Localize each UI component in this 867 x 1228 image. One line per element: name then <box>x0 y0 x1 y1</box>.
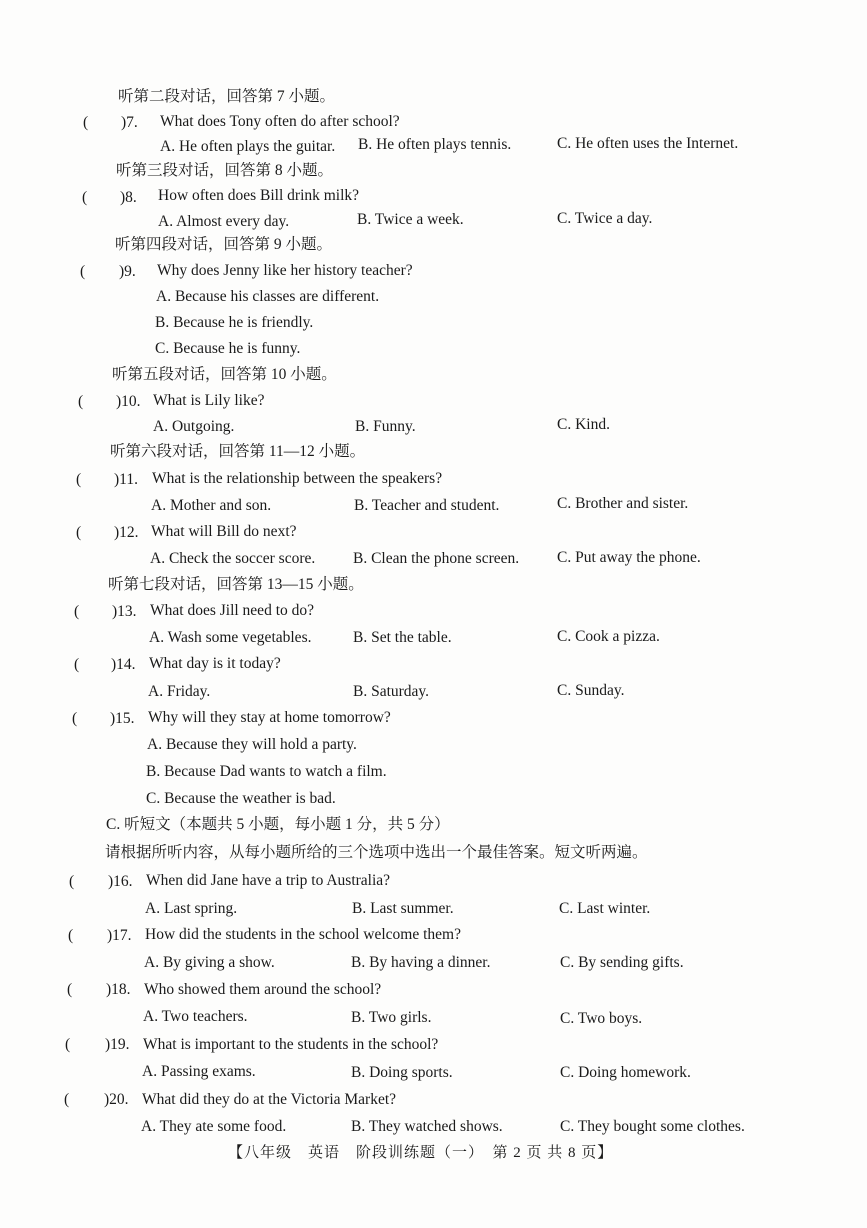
option-b: B. Because Dad wants to watch a film. <box>146 763 387 780</box>
question-text: How did the students in the school welcome them? <box>145 926 461 943</box>
option-b: B. Two girls. <box>351 1009 432 1026</box>
option-c: C. Doing homework. <box>560 1064 691 1081</box>
answer-paren: ( <box>68 927 74 944</box>
option-c: C. By sending gifts. <box>560 954 684 971</box>
option-a: A. Because they will hold a party. <box>147 736 357 753</box>
option-a: A. Check the soccer score. <box>150 550 316 567</box>
question-text: Why will they stay at home tomorrow? <box>148 709 391 726</box>
option-a: A. Mother and son. <box>151 497 272 514</box>
option-c: C. Because the weather is bad. <box>146 790 336 807</box>
option-a: A. They ate some food. <box>141 1118 287 1135</box>
option-a: A. Two teachers. <box>143 1008 248 1025</box>
option-c: C. Cook a pizza. <box>557 628 660 645</box>
option-c: C. Last winter. <box>559 900 651 917</box>
option-c: C. Two boys. <box>560 1010 643 1027</box>
question-number: )16. <box>108 873 133 890</box>
section-heading-4: 听第四段对话，回答第 9 小题。 <box>115 236 333 253</box>
question-text: What is important to the students in the school? <box>143 1036 439 1053</box>
question-number: )18. <box>106 981 131 998</box>
question-number: )11. <box>114 471 138 488</box>
part-c-instruction: 请根据所听内容，从每小题所给的三个选项中选出一个最佳答案。短文听两遍。 <box>105 844 648 861</box>
answer-paren: ( <box>64 1091 70 1108</box>
option-b: B. Set the table. <box>353 629 452 646</box>
option-c: C. Sunday. <box>557 682 625 699</box>
question-text: When did Jane have a trip to Australia? <box>146 872 391 889</box>
answer-paren: ( <box>74 603 80 620</box>
answer-paren: ( <box>72 710 78 727</box>
option-c: C. Twice a day. <box>557 210 653 227</box>
option-b: B. Last summer. <box>352 900 454 917</box>
option-b: B. Because he is friendly. <box>155 314 314 331</box>
option-b: B. Teacher and student. <box>354 497 500 514</box>
option-a: A. Friday. <box>148 683 211 700</box>
option-c: C. They bought some clothes. <box>560 1118 745 1135</box>
answer-paren: ( <box>82 189 88 206</box>
question-number: )17. <box>107 927 132 944</box>
answer-paren: ( <box>76 471 82 488</box>
section-heading-5: 听第五段对话，回答第 10 小题。 <box>112 366 337 383</box>
question-number: )19. <box>105 1036 130 1053</box>
option-c: C. Put away the phone. <box>557 549 701 566</box>
answer-paren: ( <box>83 114 89 131</box>
option-b: B. Saturday. <box>353 683 430 700</box>
question-text: How often does Bill drink milk? <box>158 187 360 204</box>
question-number: )9. <box>119 263 136 280</box>
option-a: A. Because his classes are different. <box>156 288 380 305</box>
question-text: What does Jill need to do? <box>150 602 314 619</box>
question-text: Why does Jenny like her history teacher? <box>157 262 413 279</box>
section-heading-7: 听第七段对话，回答第 13—15 小题。 <box>108 576 364 593</box>
question-text: What will Bill do next? <box>151 523 297 540</box>
question-number: )15. <box>110 710 135 727</box>
option-a: A. By giving a show. <box>144 954 275 971</box>
question-text: Who showed them around the school? <box>144 981 382 998</box>
option-c: C. He often uses the Internet. <box>557 135 739 152</box>
question-number: )10. <box>116 393 141 410</box>
option-a: A. He often plays the guitar. <box>160 138 336 155</box>
question-number: )14. <box>111 656 136 673</box>
option-c: C. Brother and sister. <box>557 495 689 512</box>
option-a: A. Passing exams. <box>142 1063 256 1080</box>
question-number: )8. <box>120 189 137 206</box>
option-a: A. Last spring. <box>145 900 238 917</box>
option-b: B. Twice a week. <box>357 211 464 228</box>
question-number: )7. <box>121 114 138 131</box>
answer-paren: ( <box>78 393 84 410</box>
section-heading-6: 听第六段对话，回答第 11—12 小题。 <box>110 443 366 460</box>
option-b: B. By having a dinner. <box>351 954 491 971</box>
option-a: A. Wash some vegetables. <box>149 629 312 646</box>
option-b: B. Clean the phone screen. <box>353 550 520 567</box>
option-a: A. Outgoing. <box>153 418 235 435</box>
option-b: B. They watched shows. <box>351 1118 503 1135</box>
question-text: What is the relationship between the speakers? <box>152 470 443 487</box>
page-footer: 【八年级 英语 阶段训练题（一） 第 2 页 共 8 页】 <box>228 1145 614 1161</box>
option-b: B. Funny. <box>355 418 416 435</box>
answer-paren: ( <box>67 981 73 998</box>
option-a: A. Almost every day. <box>158 213 290 230</box>
question-text: What does Tony often do after school? <box>160 113 400 130</box>
option-c: C. Because he is funny. <box>155 340 301 357</box>
answer-paren: ( <box>76 524 82 541</box>
option-b: B. He often plays tennis. <box>358 136 512 153</box>
answer-paren: ( <box>69 873 75 890</box>
question-text: What is Lily like? <box>153 392 265 409</box>
answer-paren: ( <box>80 263 86 280</box>
part-c-heading: C. 听短文（本题共 5 小题，每小题 1 分，共 5 分） <box>106 816 450 833</box>
question-text: What day is it today? <box>149 655 281 672</box>
section-heading-3: 听第三段对话，回答第 8 小题。 <box>116 162 334 179</box>
option-b: B. Doing sports. <box>351 1064 453 1081</box>
question-number: )20. <box>104 1091 129 1108</box>
section-heading-2: 听第二段对话，回答第 7 小题。 <box>118 88 336 105</box>
option-c: C. Kind. <box>557 416 610 433</box>
answer-paren: ( <box>65 1036 71 1053</box>
question-number: )13. <box>112 603 137 620</box>
question-text: What did they do at the Victoria Market? <box>142 1091 397 1108</box>
answer-paren: ( <box>74 656 80 673</box>
question-number: )12. <box>114 524 139 541</box>
